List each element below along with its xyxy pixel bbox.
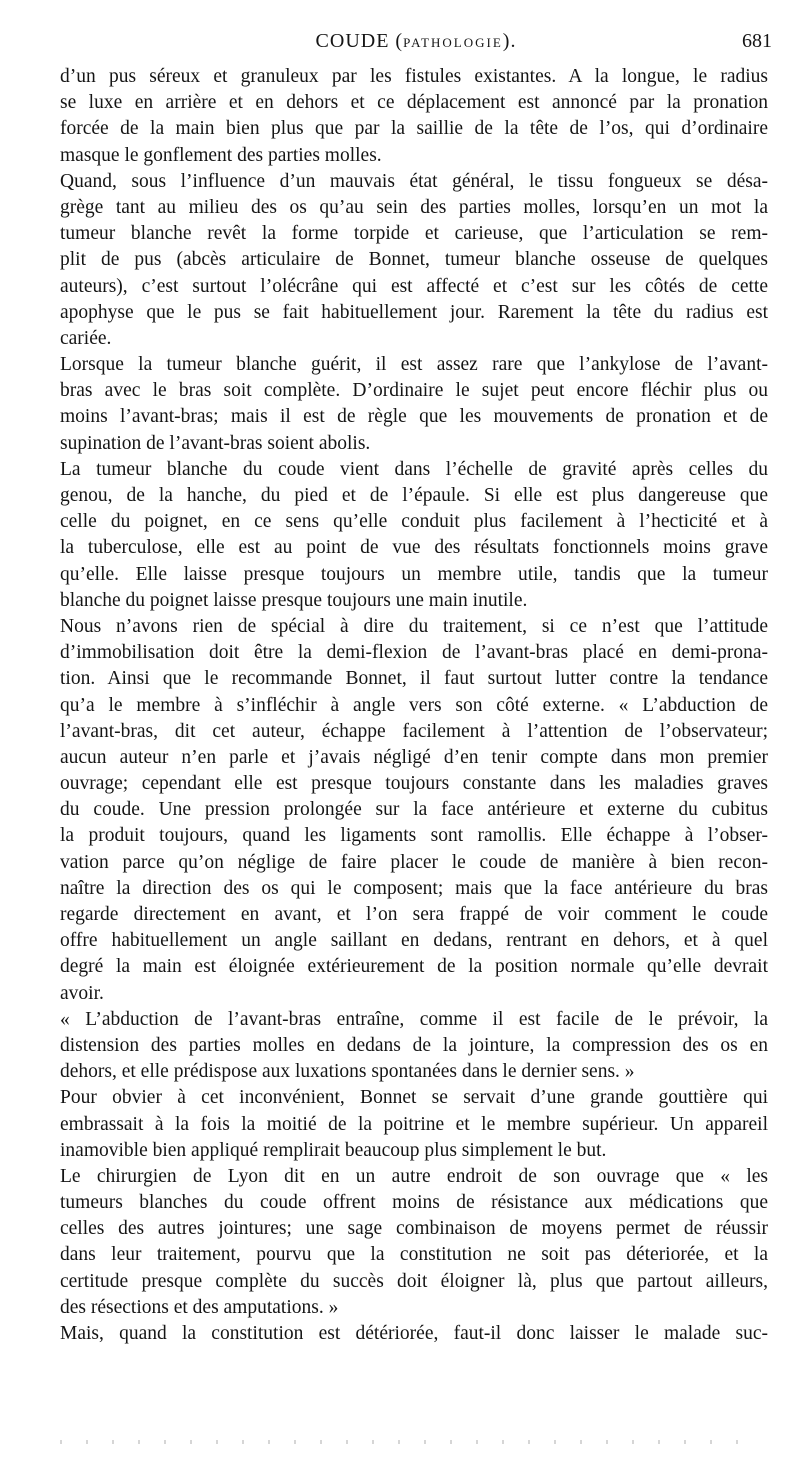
text-line: Lorsque la tumeur blanche guérit, il est assez rare que l’ankylose de l’avant- [60,354,768,376]
title-end: ). [502,30,517,52]
title-small-caps: PATHOLOGIE [403,35,503,50]
title-main: COUDE ( [315,30,404,52]
text-line: aucun auteur n’en parle et j’avais négligé d’en tenir compte dans mon premier [60,746,768,768]
text-line: plit de pus (abcès articulaire de Bonnet, tumeur blanche osseuse de quelques [60,249,768,271]
text-line: embrassait à la fois la moitié de la poitrine et le membre supérieur. Un appareil [60,1113,768,1135]
paragraph [60,614,768,1007]
text-line: celles des autres jointures; une sage combinaison de moyens permet de réussir [60,1218,768,1240]
text-line: celle du poignet, en ce sens qu’elle conduit plus facilement à l’hecticité et à [60,511,768,533]
paragraph [60,64,768,169]
text-line: du coude. Une pression prolongée sur la face antérieure et externe du cubitus [60,799,768,821]
text-line: degré la main est éloignée extérieurement de la position normale qu’elle devrait [60,956,768,978]
text-line: l’avant-bras, dit cet auteur, échappe facilement à l’attention de l’observateur; [60,720,768,742]
text-line: se luxe en arrière et en dehors et ce déplacement est annoncé par la pronation [60,92,768,114]
text-line: apophyse que le pus se fait habituellement jour. Rarement la tête du radius est [60,301,768,323]
text-line: Le chirurgien de Lyon dit en un autre endroit de son ouvrage que « les [60,1165,768,1187]
text-line: bras avec le bras soit complète. D’ordinaire le sujet peut encore fléchir plus ou [60,380,768,402]
page-number: 681 [742,30,772,52]
text-line: regarde directement en avant, et l’on sera frappé de voir comment le coude [60,904,768,925]
text-line: grège tant au milieu des os qu’au sein des parties molles, lorsqu’en un mot la [60,196,768,218]
running-head-title [60,30,772,53]
paragraph [60,1321,768,1347]
text-line: tumeur blanche revêt la forme torpide et carieuse, que l’articulation se rem- [60,223,768,245]
text-line: d’immobilisation doit être la demi-flexion de l’avant-bras placé en demi-prona- [60,642,768,664]
text-line: Quand, sous l’influence d’un mauvais état général, le tissu fongueux se désa- [60,170,768,192]
text-line: dans leur traitement, pourvu que la constitution ne soit pas déteriorée, et la [60,1244,768,1266]
text-line: qu’elle. Elle laisse presque toujours un membre utile, tandis que la tumeur [60,563,768,585]
text-line: Nous n’avons rien de spécial à dire du traitement, si ce n’est que l’attitude [60,615,768,637]
text-line: ouvrage; cependant elle est presque toujours constante dans les maladies graves [60,773,768,795]
body-text [60,64,768,1347]
scan-noise [60,1440,760,1444]
text-line: des résections et des amputations. » [60,1296,339,1318]
text-line: offre habituellement un angle saillant en dedans, rentrant en dehors, et à quel [60,930,768,952]
text-line: d’un pus séreux et granuleux par les fistules existantes. A la longue, le radius [60,66,768,87]
running-header [60,30,772,60]
text-line: blanche du poignet laisse presque toujours une main inutile. [60,589,528,611]
text-line: tion. Ainsi que le recommande Bonnet, il faut surtout lutter contre la tendance [60,668,768,690]
text-line: Mais, quand la constitution est détériorée, faut-il donc laisser le malade suc- [60,1323,768,1344]
text-line: cariée. [60,327,112,349]
text-line: auteurs), c’est surtout l’olécrâne qui est affecté et c’est sur les côtés de cette [60,275,768,297]
paragraph [60,1007,768,1086]
text-line: la produit toujours, quand les ligaments sont ramollis. Elle échappe à l’obser- [60,825,768,847]
paragraph [60,169,768,352]
text-line: dehors, et elle prédispose aux luxations spontanées dans le dernier sens. » [60,1061,635,1083]
text-line: tumeurs blanches du coude offrent moins de résistance aux médications que [60,1192,768,1214]
text-line: la tuberculose, elle est au point de vue des résultats fonctionnels moins grave [60,537,768,559]
text-line: masque le gonflement des parties molles. [60,144,382,166]
text-line: « L’abduction de l’avant-bras entraîne, comme il est facile de le prévoir, la [60,1008,768,1030]
text-line: moins l’avant-bras; mais il est de règle que les mouvements de pronation et de [60,406,768,428]
text-line: genou, de la hanche, du pied et de l’épaule. Si elle est plus dangereuse que [60,485,768,506]
text-line: forcée de la main bien plus que par la saillie de la tête de l’os, qui d’ordinaire [60,118,768,140]
text-line: inamovible bien appliqué remplirait beaucoup plus simplement le but. [60,1139,607,1161]
text-line: distension des parties molles en dedans de la jointure, la compression des os en [60,1034,768,1056]
text-line: qu’a le membre à s’infléchir à angle vers son côté externe. « L’abduction de [60,694,768,716]
text-line: La tumeur blanche du coude vient dans l’échelle de gravité après celles du [60,458,768,480]
text-line: Pour obvier à cet inconvénient, Bonnet se servait d’une grande gouttière qui [60,1087,768,1109]
text-line: certitude presque complète du succès doit éloigner là, plus que partout ailleurs, [60,1270,768,1292]
text-line: supination de l’avant-bras soient abolis. [60,432,371,454]
text-line: avoir. [60,982,104,1004]
paragraph [60,352,768,457]
paragraph [60,457,768,614]
paragraph [60,1164,768,1321]
text-line: vation parce qu’on néglige de faire placer le coude de manière à bien recon- [60,851,768,873]
text-line: naître la direction des os qui le composent; mais que la face antérieure du bras [60,877,768,899]
paragraph [60,1085,768,1164]
